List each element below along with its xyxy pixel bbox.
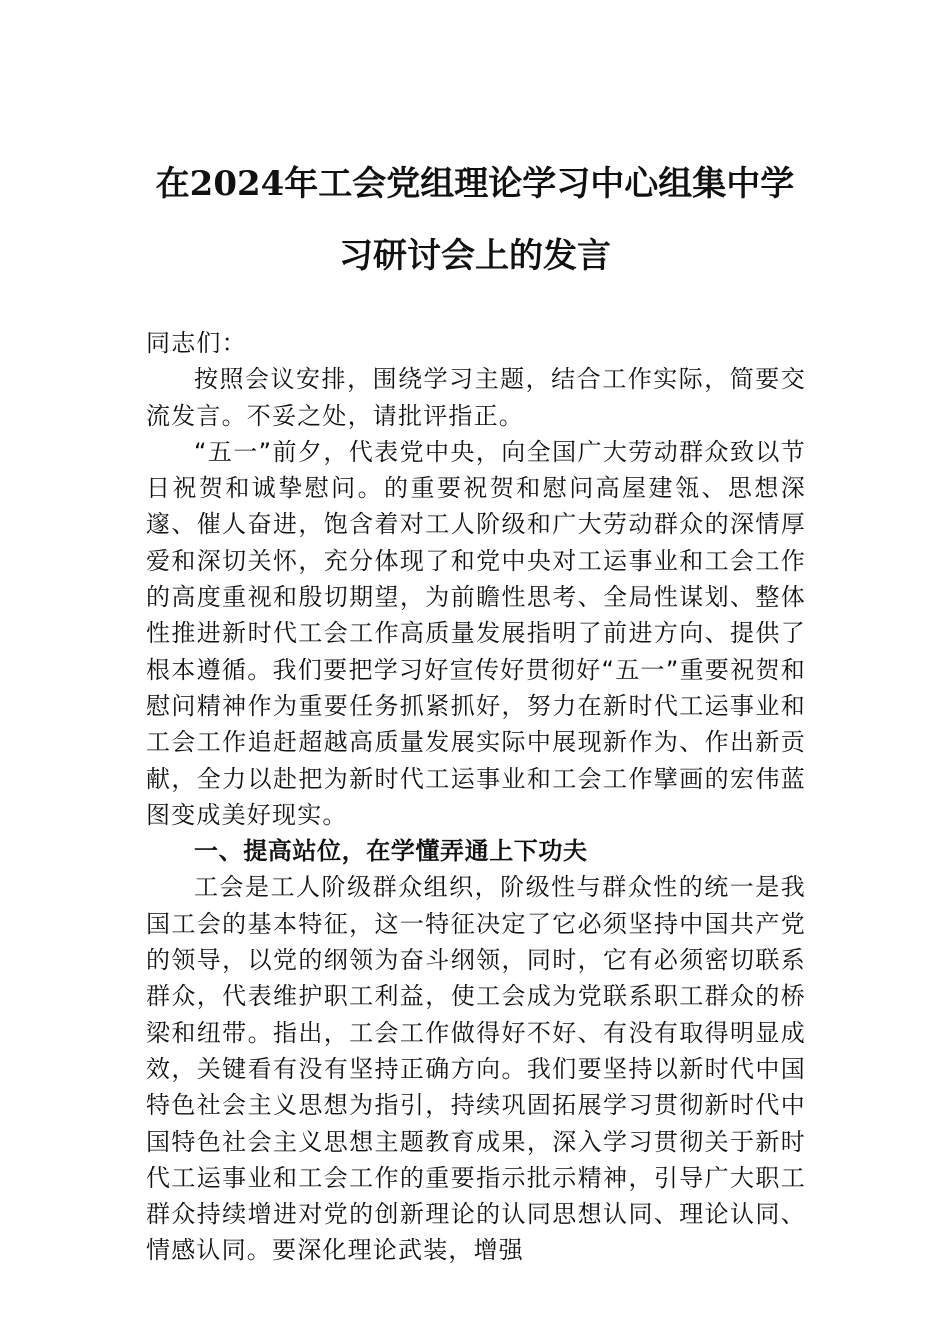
- salutation: 同志们：: [146, 329, 247, 357]
- document-title-line-2: 习研讨会上的发言: [339, 236, 611, 276]
- document-body: [146, 325, 806, 1269]
- section-heading: 一、提高站位，在学懂弄通上下功夫: [194, 837, 588, 866]
- paragraph-section-one: 工会是工人阶级群众组织，阶级性与群众性的统一是我国工会的基本特征，这一特征决定了它必须坚持中国共产党的领导，以党的纲领为奋斗纲领，同时，它有必须密切联系群众，代表维护职工利益，使工会成为党联系职工群众的桥梁和纽带。指出，工会工作做得好不好、有没有取得明显成效，关键看有没有坚持正确方向。我们要坚持以新时代中国特色社会主义思想为指引，持续巩固拓展学习贯彻新时代中国特色社会主义思想主题教育成果，深入学习贯彻关于新时代工运事业和工会工作的重要指示批示精神，引导广大职工群众持续增进对党的创新理论的认同思想认同、理论认同、情感认同。要深化理论武装，增强: [146, 873, 806, 1265]
- document-title-line-1: 在2024年工会党组理论学习中心组集中学: [155, 164, 795, 204]
- paragraph-may-day: “五一”前夕，代表党中央，向全国广大劳动群众致以节日祝贺和诚挚慰问。的重要祝贺和慰问高屋建瓴、思想深邃、催人奋进，饱含着对工人阶级和广大劳动群众的深情厚爱和深切关怀，充分体现了和党中央对工运事业和工会工作的高度重视和殷切期望，为前瞻性思考、全局性谋划、整体性推进新时代工会工作高质量发展指明了前进方向、提供了根本遵循。我们要把学习好宣传好贯彻好“五一”重要祝贺和慰问精神作为重要任务抓紧抓好，努力在新时代工运事业和工会工作追赶超越高质量发展实际中展现新作为、作出新贡献，全力以赴把为新时代工运事业和工会工作擘画的宏伟蓝图变成美好现实。: [146, 437, 806, 829]
- paragraph-intro: 按照会议安排，围绕学习主题，结合工作实际，简要交流发言。不妥之处，请批评指正。: [146, 365, 806, 430]
